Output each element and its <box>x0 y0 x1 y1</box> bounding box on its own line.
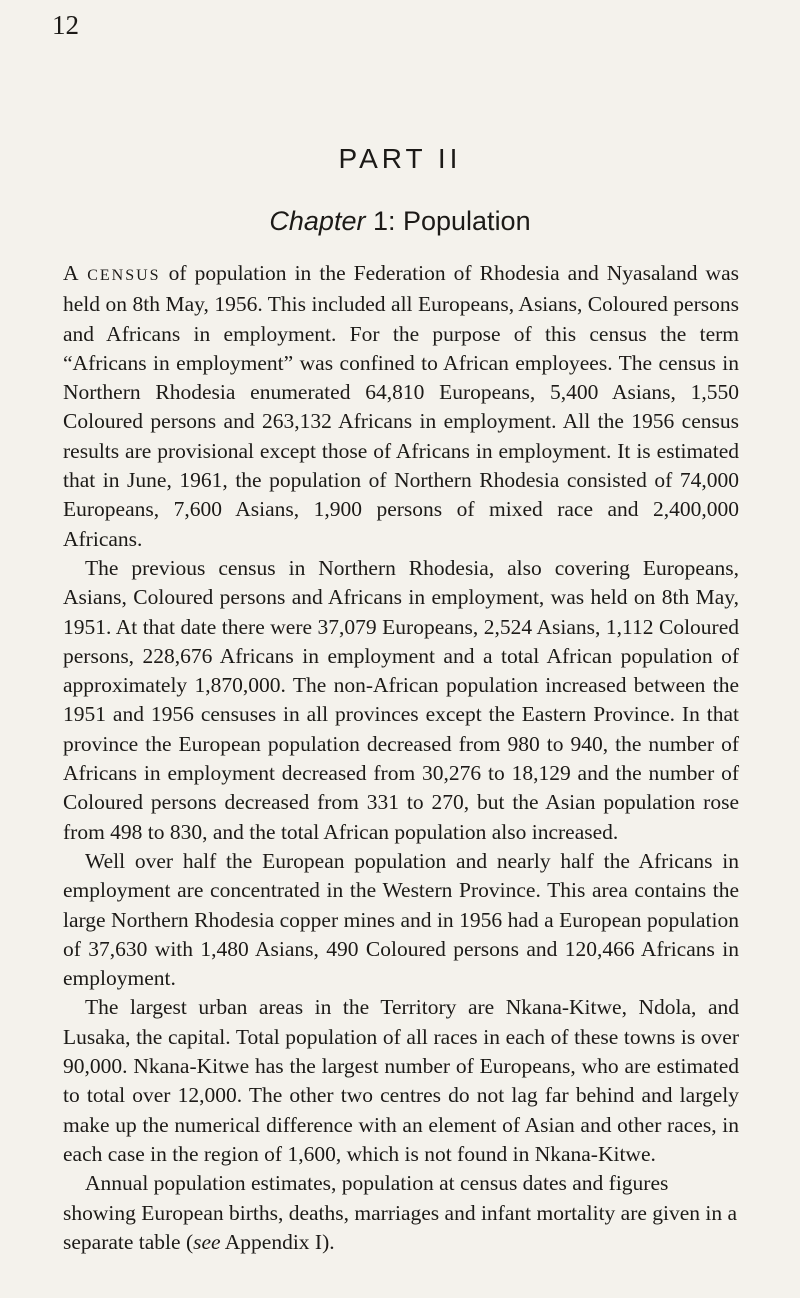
paragraph-lead-capital: A <box>63 261 79 285</box>
paragraph-5-text: Annual population estimates, population at census dates and figures showing European births, deaths, marriages and infant mortality are given in a separate table ( <box>63 1171 738 1254</box>
see-reference: see <box>193 1229 221 1254</box>
paragraph-5 <box>63 1169 739 1257</box>
paragraph-1-text: of population in the Federation of Rhodesia and Nyasaland was held on 8th May, 1956. This included all Europeans, Asians, Coloured persons and Africans in employment. For the purpose of this census the term “Africans in employment” was confined to African employees. The census in Northern Rhodesia enumerated 64,810 Europeans, 5,400 Asians, 1,550 Coloured persons and 263,132 Africans in employment. All the 1956 census results are provisional except those of Africans in employment. It is estimated that in June, 1961, the population of Northern Rhodesia consisted of 74,000 Europeans, 7,600 Asians, 1,900 persons of mixed race and 2,400,000 Africans. <box>63 261 739 551</box>
paragraph-2: The previous census in Northern Rhodesia, also covering Europeans, Asians, Coloured persons and Africans in employment, was held on 8th May, 1951. At that date there were 37,079 Europeans, 2,524 Asians, 1,112 Coloured persons, 228,676 Africans in employment and a total African population of approximately 1,870,000. The non-African population increased between the 1951 and 1956 censuses in all provinces except the Eastern Province. In that province the European population decreased from 980 to 940, the number of Africans in employment decreased from 30,276 to 18,129 and the number of Coloured persons decreased from 331 to 270, but the Asian population rose from 498 to 830, and the total African population also increased. <box>63 555 739 844</box>
paragraph-lead-smallcaps: CENSUS <box>78 267 161 284</box>
paragraph-3: Well over half the European population and nearly half the Africans in employment are concentrated in the Western Province. This area contains the large Northern Rhodesia copper mines and in 1956 had a European population of 37,630 with 1,480 Asians, 490 Coloured persons and 120,466 Africans in employment. <box>63 848 739 991</box>
paragraph-5-text-end: Appendix I). <box>220 1229 335 1254</box>
paragraph-1 <box>63 259 739 554</box>
body-text <box>63 259 739 1257</box>
part-heading: PART II <box>338 143 462 174</box>
chapter-heading <box>0 208 800 235</box>
page-number: 12 <box>52 10 79 40</box>
chapter-title: 1: Population <box>365 206 531 236</box>
chapter-word: Chapter <box>269 206 366 236</box>
paragraph-4: The largest urban areas in the Territory are Nkana-Kitwe, Ndola, and Lusaka, the capital. Total population of all races in each of these towns is over 90,000. Nkana-Kitwe has the largest number of Europeans, who are estimated to total over 12,000. The other two centres do not lag far behind and largely make up the numerical difference with an element of Asian and other races, in each case in the region of 1,600, which is not found in Nkana-Kitwe. <box>63 995 739 1166</box>
